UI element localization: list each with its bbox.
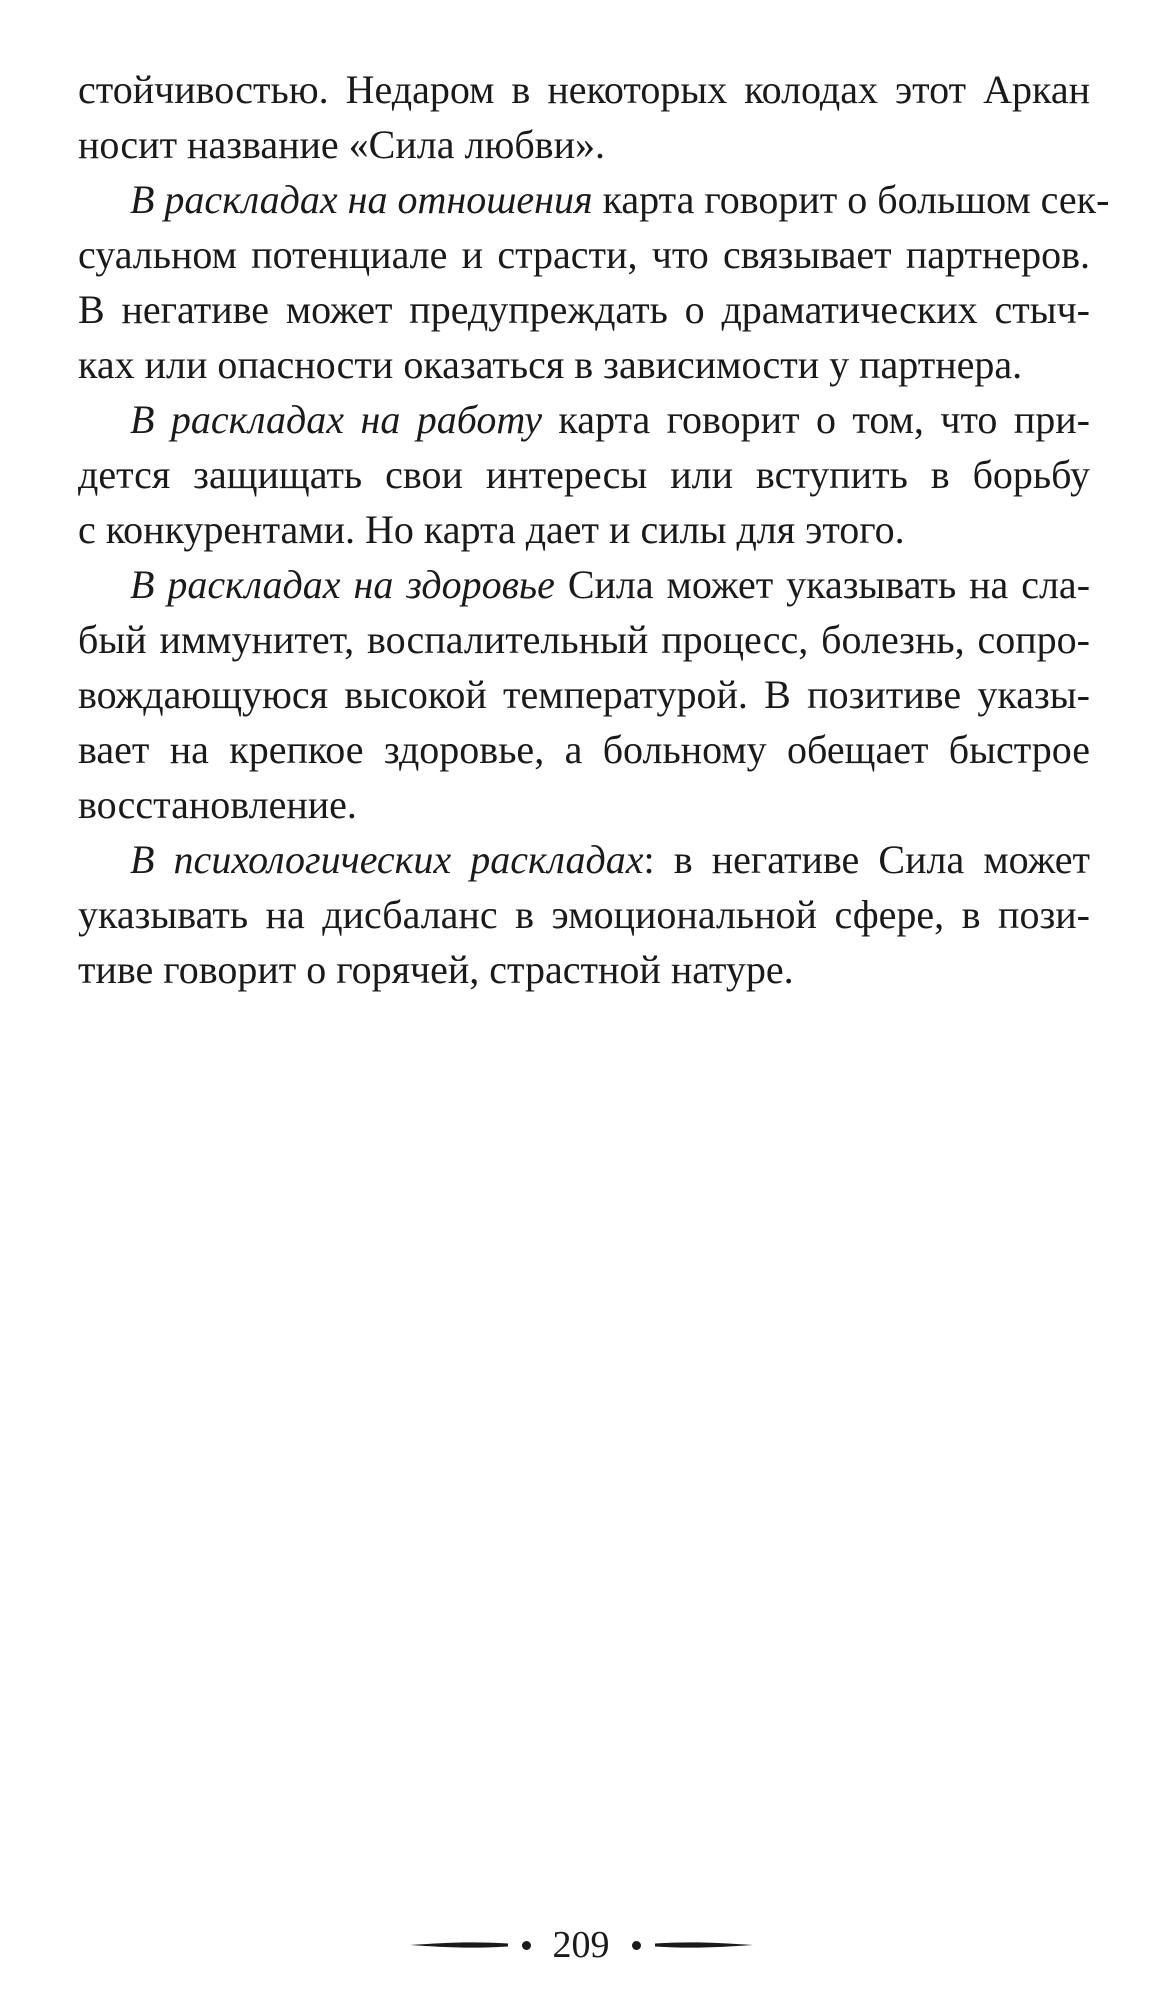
text-line: ках или опасности оказаться в зависимости у партнера.	[78, 342, 1023, 387]
page-footer	[0, 1925, 1162, 1965]
text-line: стойчивостью. Недаром в некоторых колодах этот Аркан	[78, 67, 1090, 112]
italic-lead: В психологических раскладах	[130, 837, 644, 882]
text-line: суальном потенциале и страсти, что связывает партнеров.	[78, 232, 1090, 277]
text-run: карта говорит о том, что при-	[542, 397, 1090, 442]
text-line: вает на крепкое здоровье, а больному обещает быстрое	[78, 727, 1090, 772]
text-line	[78, 392, 1090, 447]
text-line	[78, 172, 1110, 227]
paragraph-relationships	[78, 172, 1110, 392]
italic-lead: В раскладах на отношения	[130, 177, 593, 222]
page-body	[78, 62, 1110, 997]
left-dot-icon	[522, 1941, 531, 1950]
right-ornament-icon	[655, 1938, 753, 1952]
paragraph-health	[78, 557, 1090, 832]
left-ornament-icon	[410, 1938, 508, 1952]
text-line	[78, 832, 1090, 887]
text-run: : в негативе Сила может	[643, 837, 1090, 882]
text-line: носит название «Сила любви».	[78, 122, 605, 167]
text-line: указывать на дисбаланс в эмоциональной сфере, в пози-	[78, 892, 1090, 937]
text-run: Сила может указывать на сла-	[554, 562, 1091, 607]
text-line: бый иммунитет, воспалительный процесс, болезнь, сопро-	[78, 617, 1090, 662]
text-line: вождающуюся высокой температурой. В позитиве указы-	[78, 672, 1090, 717]
right-dot-icon	[632, 1941, 641, 1950]
text-line: В негативе может предупреждать о драматических стыч-	[78, 287, 1090, 332]
paragraph-psychology	[78, 832, 1090, 997]
paragraph-work	[78, 392, 1090, 557]
italic-lead: В раскладах на здоровье	[130, 562, 555, 607]
text-line: тиве говорит о горячей, страстной натуре.	[78, 947, 794, 992]
text-line: восстановление.	[78, 782, 357, 827]
text-line: с конкурентами. Но карта дает и силы для этого.	[78, 507, 905, 552]
page-number: 209	[552, 1924, 610, 1966]
text-run: карта говорит о большом сек-	[592, 177, 1110, 222]
text-line	[78, 557, 1090, 612]
paragraph	[78, 62, 1090, 172]
text-line: дется защищать свои интересы или вступить в борьбу	[78, 452, 1090, 497]
italic-lead: В раскладах на работу	[130, 397, 542, 442]
